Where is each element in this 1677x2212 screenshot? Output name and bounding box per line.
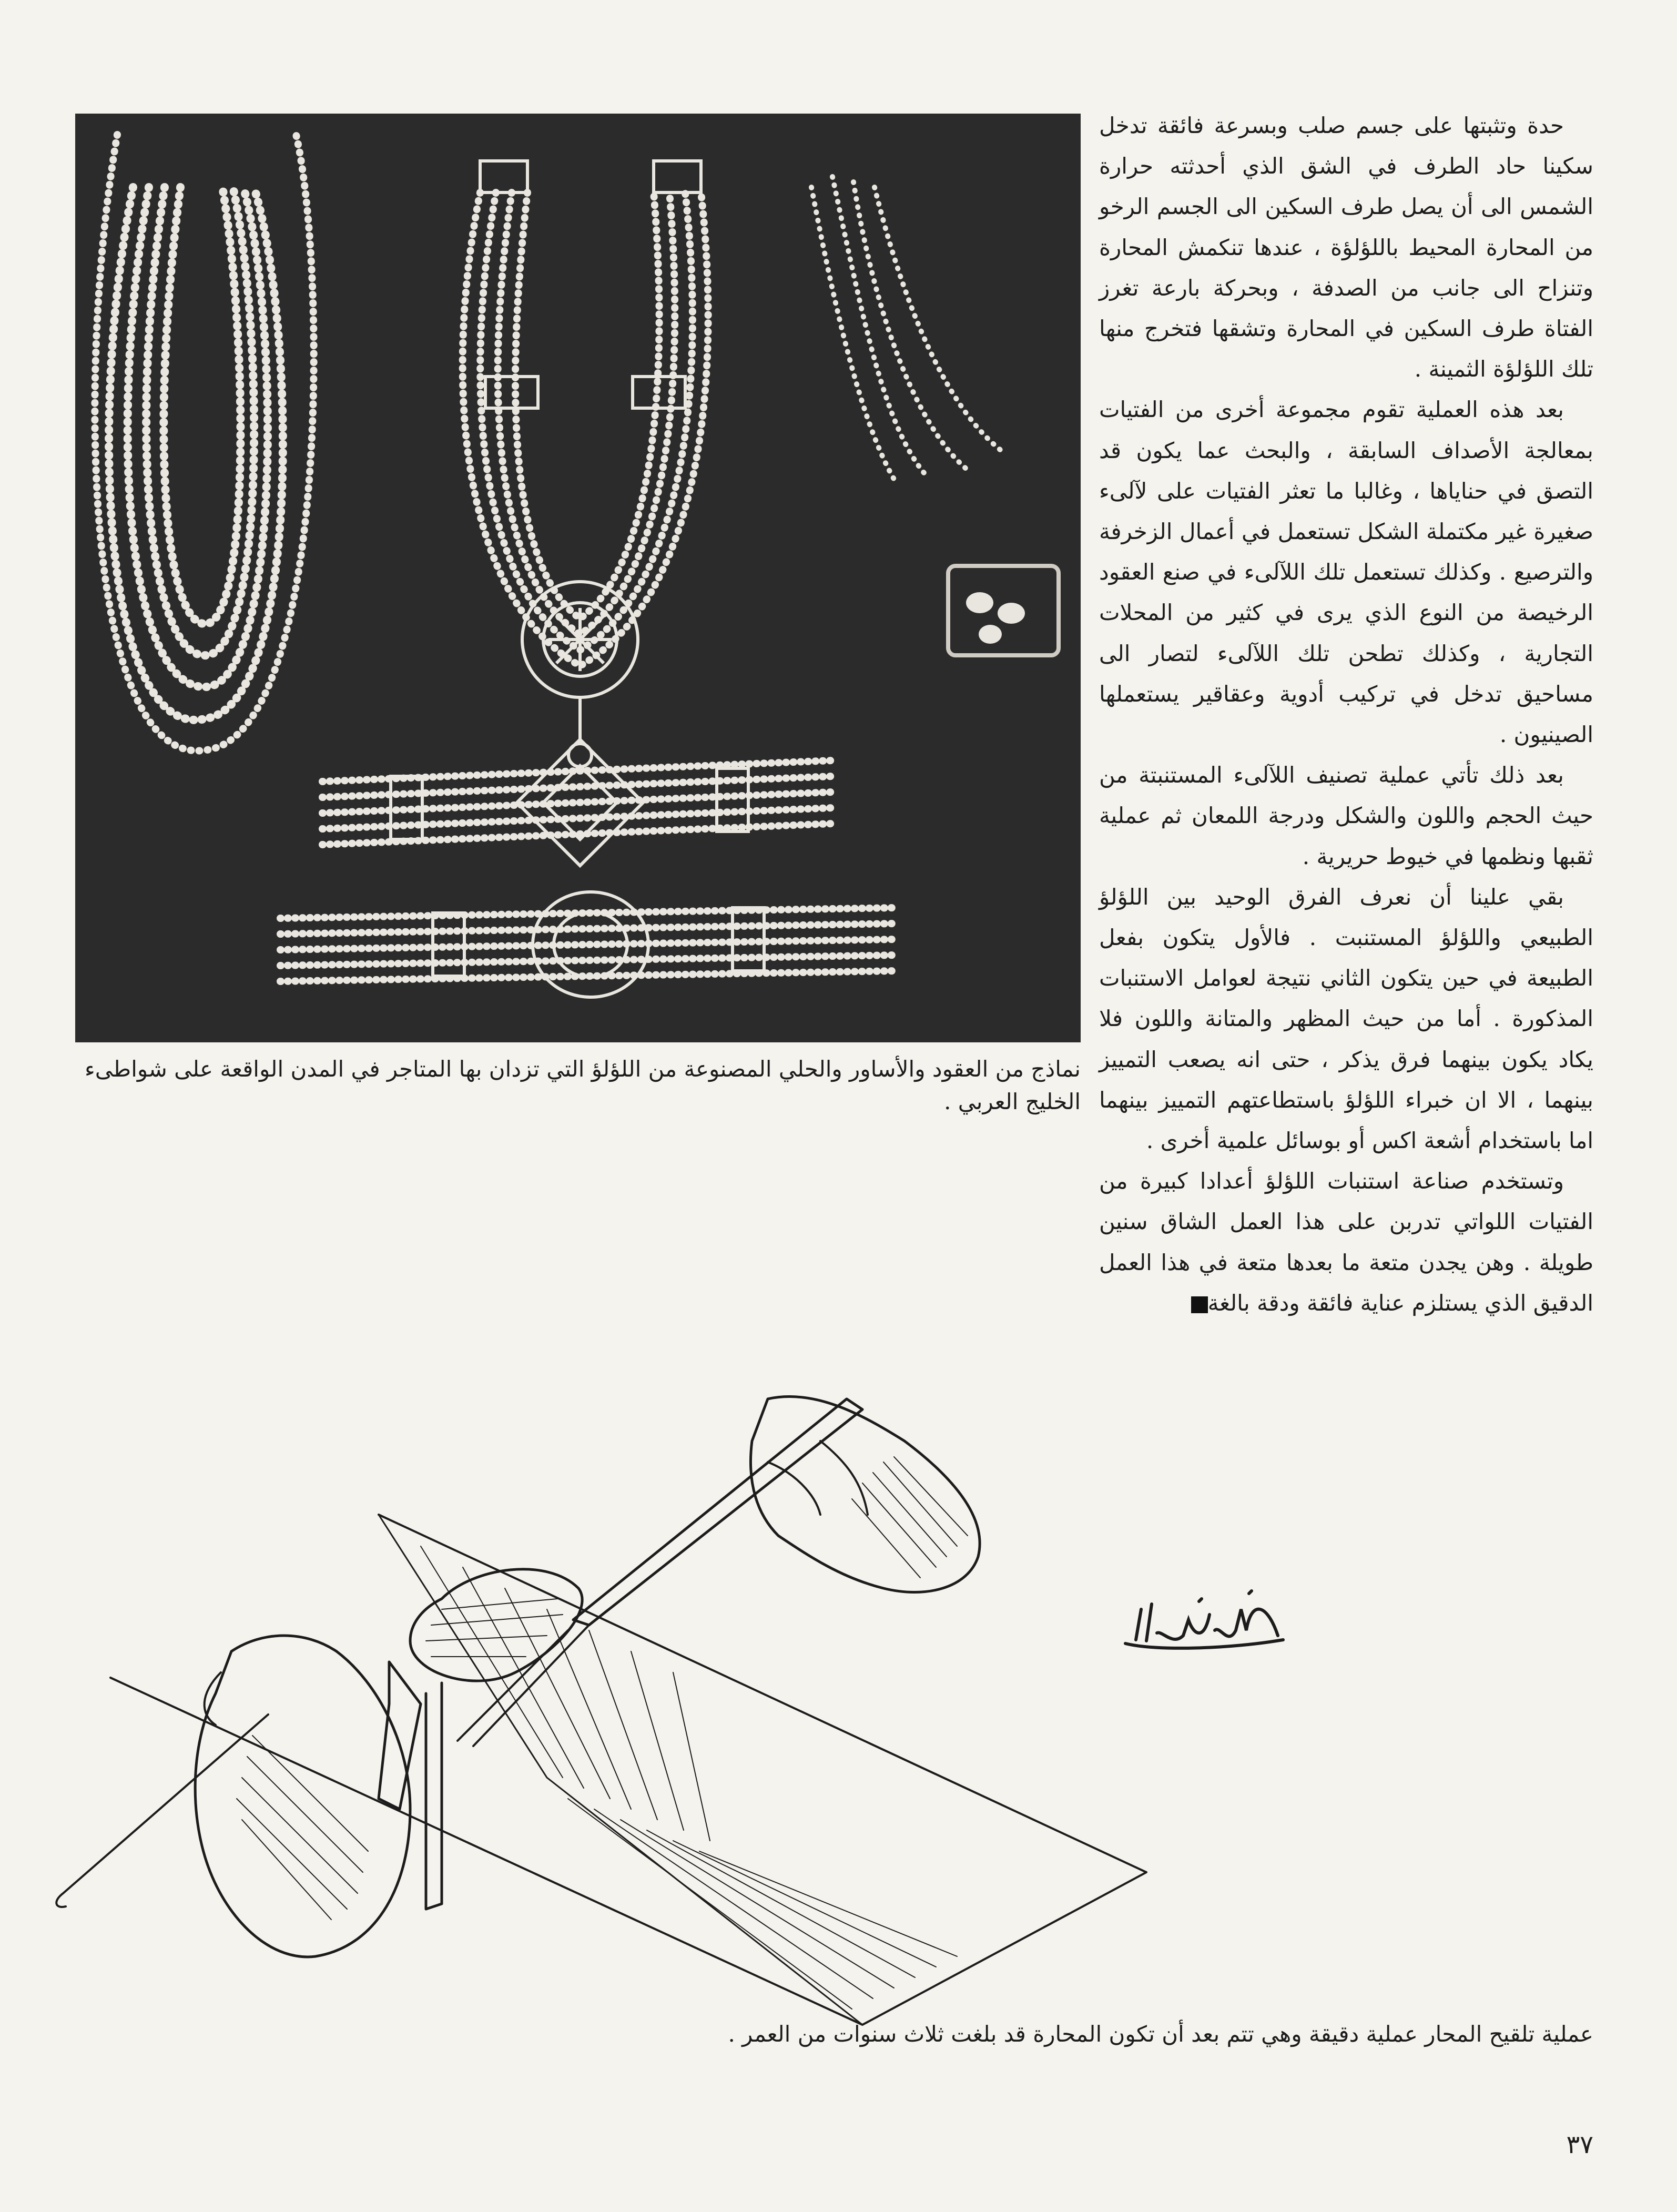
article-paragraph: بعد هذه العملية تقوم مجموعة أخرى من الفتيات بمعالجة الأصداف السابقة ، والبحث عما يكون قد التصق في حناياها ، وغالبا ما تعثر الفتيات على لآلىء صغيرة غير مكتملة الشكل تستعمل في أعمال الزخرفة والترصيع . وكذلك تستعمل تلك اللآلىء في صنع العقود الرخيصة من النوع الذي يرى في كثير من المحلات التجارية ، وكذلك تطحن تلك اللآلىء لتصار الى مساحيق تدخل في تركيب أدوية وعقاقير يستعملها الصينيون . [1099, 397, 1593, 748]
article-paragraph-last [1099, 1161, 1593, 1323]
oyster-seeding-sketch [42, 1378, 1173, 2041]
sketch-caption: عملية تلقيح المحار عملية دقيقة وهي تتم بعد أن تكون المحارة قد بلغت ثلاث سنوات من العمر . [728, 2021, 1593, 2047]
article-body [1099, 105, 1593, 1323]
article-paragraph: حدة وتثبتها على جسم صلب وبسرعة فائقة تدخل سكينا حاد الطرف في الشق الذي أحدثته حرارة الشمس الى أن يصل طرف السكين الى الجسم الرخو من المحارة المحيط باللؤلؤة ، عندها تنكمش المحارة وتنزاح الى جانب من الصدفة ، وبحركة بارعة تغرز الفتاة طرف السكين في المحارة وتشقها فتخرج منها تلك اللؤلؤة الثمينة . [1099, 113, 1593, 382]
page-number: ٣٧ [1566, 2130, 1593, 2159]
article-paragraph: بعد ذلك تأتي عملية تصنيف اللآلىء المستنبتة من حيث الحجم واللون والشكل ودرجة اللمعان ثم عملية ثقبها ونظمها في خيوط حريرية . [1099, 762, 1593, 869]
photo-caption: نماذج من العقود والأساور والحلي المصنوعة من اللؤلؤ التي تزدان بها المتاجر في المدن الواقعة على شواطىء الخليج العربي . [85, 1056, 1081, 1114]
article-paragraph-text: وتستخدم صناعة استنبات اللؤلؤ أعدادا كبيرة من الفتيات اللواتي تدربن على هذا العمل الشاق سنين طويلة . وهن يجدن متعة ما بعدها متعة في هذا العمل الدقيق الذي يستلزم عناية فائقة ودقة بالغة [1099, 1168, 1593, 1316]
jewelry-photo [75, 114, 1081, 1042]
end-of-article-mark [1191, 1296, 1208, 1313]
article-paragraph: بقي علينا أن نعرف الفرق الوحيد بين اللؤلؤ الطبيعي واللؤلؤ المستنبت . فالأول يتكون بفعل الطبيعة في حين يتكون الثاني نتيجة لعوامل الاستنبات المذكورة . أما من حيث المظهر والمتانة واللون فلا يكاد يكون بينهما فرق يذكر ، حتى انه يصعب التمييز بينهما ، الا ان خبراء اللؤلؤ باستطاعتهم التمييز بينهما اما باستخدام أشعة اكس أو بوسائل علمية أخرى . [1099, 884, 1593, 1154]
